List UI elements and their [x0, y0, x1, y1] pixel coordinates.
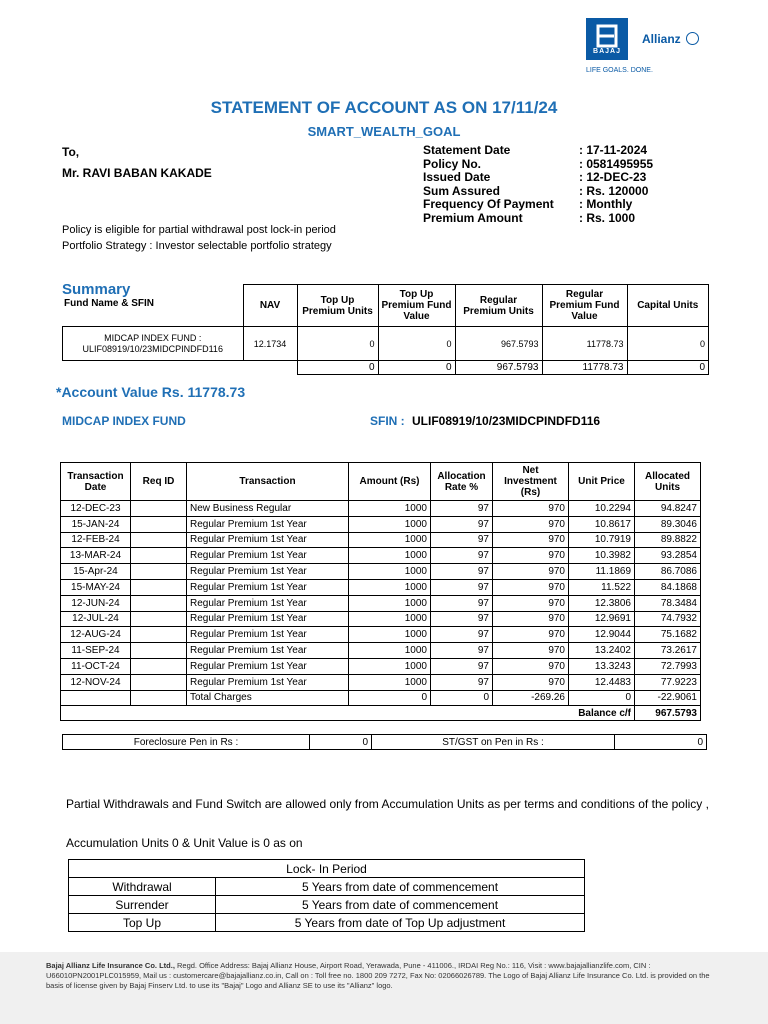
foreclosure-label: Foreclosure Pen in Rs : — [63, 735, 310, 750]
transaction-row — [61, 627, 701, 643]
summary-nav-value: 12.1734 — [243, 327, 297, 361]
balance-value: 967.5793 — [635, 706, 701, 721]
balance-row — [61, 706, 701, 721]
policy-info-row — [423, 171, 653, 185]
col-allocated-units: Allocated Units — [635, 463, 701, 501]
tx-req-id — [131, 548, 187, 564]
tx-date — [61, 690, 131, 706]
lockin-surrender-label: Surrender — [69, 896, 216, 914]
transaction-row — [61, 501, 701, 517]
tx-net-investment: 970 — [493, 564, 569, 580]
tx-allocated-units: 72.7993 — [635, 658, 701, 674]
tx-allocated-units: 74.7932 — [635, 611, 701, 627]
tx-allocation-rate: 97 — [431, 627, 493, 643]
footer-text-block — [46, 961, 722, 991]
transaction-row — [61, 690, 701, 706]
summary-header-regular-value: Regular Premium Fund Value — [542, 285, 627, 327]
lockin-row — [69, 896, 585, 914]
tx-description: Regular Premium 1st Year — [187, 548, 349, 564]
summary-total-spacer — [243, 361, 297, 375]
tx-allocation-rate: 0 — [431, 690, 493, 706]
tx-amount: 1000 — [349, 579, 431, 595]
tx-description: Regular Premium 1st Year — [187, 674, 349, 690]
issued-date-label: Issued Date — [423, 170, 491, 184]
bajaj-logo — [586, 18, 628, 60]
lockin-topup-value: 5 Years from date of Top Up adjustment — [216, 914, 585, 932]
summary-topup-units-value: 0 — [297, 327, 378, 361]
account-value: *Account Value Rs. 11778.73 — [56, 384, 246, 400]
tx-date: 11-SEP-24 — [61, 643, 131, 659]
premium-amount-label: Premium Amount — [423, 210, 523, 225]
summary-total-spacer — [63, 361, 244, 375]
tx-req-id — [131, 690, 187, 706]
tx-net-investment: 970 — [493, 611, 569, 627]
gst-label: ST/GST on Pen in Rs : — [372, 735, 615, 750]
statement-date-value: : 17-11-2024 — [579, 143, 648, 157]
tx-allocated-units: 94.8247 — [635, 501, 701, 517]
tx-allocation-rate: 97 — [431, 564, 493, 580]
tx-amount: 1000 — [349, 674, 431, 690]
tx-amount: 1000 — [349, 595, 431, 611]
tx-allocation-rate: 97 — [431, 501, 493, 517]
transactions-header-row — [61, 463, 701, 501]
transaction-row — [61, 532, 701, 548]
footer — [0, 952, 768, 1024]
transactions-table — [60, 462, 701, 721]
foreclosure-value: 0 — [310, 735, 372, 750]
tx-date: 12-JUN-24 — [61, 595, 131, 611]
summary-title: Summary — [62, 281, 131, 298]
summary-topup-value-value: 0 — [378, 327, 455, 361]
brand-tagline: LIFE GOALS. DONE. — [586, 67, 653, 74]
lockin-table — [68, 859, 585, 932]
portfolio-strategy-note: Portfolio Strategy : Investor selectable portfolio strategy — [62, 240, 332, 252]
tx-date: 12-NOV-24 — [61, 674, 131, 690]
tx-unit-price: 10.3982 — [569, 548, 635, 564]
tx-description: New Business Regular — [187, 501, 349, 517]
footer-company-name: Bajaj Allianz Life Insurance Co. Ltd., — [46, 961, 175, 970]
tx-net-investment: 970 — [493, 548, 569, 564]
tx-req-id — [131, 579, 187, 595]
policy-info-row — [423, 198, 653, 212]
lockin-title-row — [69, 860, 585, 878]
logo-short-text: BAJAJ — [593, 48, 621, 55]
tx-amount: 1000 — [349, 611, 431, 627]
tx-net-investment: 970 — [493, 516, 569, 532]
summary-header-row — [63, 285, 709, 327]
summary-capital-units-value: 0 — [627, 327, 709, 361]
tx-unit-price: 12.4483 — [569, 674, 635, 690]
frequency-value: : Monthly — [579, 197, 633, 211]
accumulation-note: Accumulation Units 0 & Unit Value is 0 as on — [66, 836, 303, 850]
lockin-topup-label: Top Up — [69, 914, 216, 932]
transaction-row — [61, 516, 701, 532]
tx-unit-price: 12.9691 — [569, 611, 635, 627]
tx-allocated-units: 75.1682 — [635, 627, 701, 643]
tx-date: 12-DEC-23 — [61, 501, 131, 517]
tx-req-id — [131, 564, 187, 580]
tx-unit-price: 11.522 — [569, 579, 635, 595]
tx-allocation-rate: 97 — [431, 643, 493, 659]
tx-amount: 1000 — [349, 501, 431, 517]
statement-date-label: Statement Date — [423, 143, 511, 157]
fund-name: MIDCAP INDEX FUND — [62, 414, 186, 428]
tx-req-id — [131, 611, 187, 627]
sfin-label: SFIN : — [370, 414, 405, 428]
tx-amount: 1000 — [349, 627, 431, 643]
tx-req-id — [131, 627, 187, 643]
transaction-row — [61, 674, 701, 690]
transaction-row — [61, 579, 701, 595]
summary-header-topup-units: Top Up Premium Units — [297, 285, 378, 327]
col-net-investment: Net Investment (Rs) — [493, 463, 569, 501]
summary-fund-row — [63, 327, 709, 361]
transaction-row — [61, 548, 701, 564]
premium-amount-value: : Rs. 1000 — [579, 210, 636, 225]
col-req-id: Req ID — [131, 463, 187, 501]
tx-allocation-rate: 97 — [431, 532, 493, 548]
tx-amount: 1000 — [349, 658, 431, 674]
tx-net-investment: 970 — [493, 658, 569, 674]
policy-info — [423, 144, 653, 225]
footer-legal-text: Regd. Office Address: Bajaj Allianz House, Airport Road, Yerawada, Pune - 411006., IRDAI Reg No.: 116, Visit : www.bajajallianzlife.com, CIN : U66010PN2001PLC015959, Mail us : customercare@bajajallianz.co.in, Call on : Toll free no. 1800 209 7272, Fax No: 02066026789. The Logo of Bajaj Allianz Life Insurance Co. Ltd. is provided on the basis of license given by Bajaj Finserv Ltd. to use its "Bajaj" Logo and Allianz SE to use its "Allianz" logo. — [46, 961, 710, 990]
tx-net-investment: 970 — [493, 627, 569, 643]
penalty-row — [63, 735, 707, 750]
tx-unit-price: 13.3243 — [569, 658, 635, 674]
tx-date: 12-FEB-24 — [61, 532, 131, 548]
tx-date: 11-OCT-24 — [61, 658, 131, 674]
tx-req-id — [131, 501, 187, 517]
policy-notes — [62, 222, 336, 254]
tx-description: Regular Premium 1st Year — [187, 532, 349, 548]
col-amount: Amount (Rs) — [349, 463, 431, 501]
tx-req-id — [131, 595, 187, 611]
tx-description: Regular Premium 1st Year — [187, 611, 349, 627]
issued-date-value: : 12-DEC-23 — [579, 170, 647, 184]
tx-net-investment: 970 — [493, 579, 569, 595]
summary-total-capital-units: 0 — [627, 361, 709, 375]
policy-info-row — [423, 185, 653, 199]
tx-amount: 1000 — [349, 643, 431, 659]
summary-total-row — [63, 361, 709, 375]
lockin-title: Lock- In Period — [69, 860, 585, 878]
tx-amount: 0 — [349, 690, 431, 706]
summary-header-capital-units: Capital Units — [627, 285, 709, 327]
sfin-value: ULIF08919/10/23MIDCPINDFD116 — [412, 414, 601, 428]
tx-amount: 1000 — [349, 548, 431, 564]
tx-description: Regular Premium 1st Year — [187, 564, 349, 580]
transaction-row — [61, 564, 701, 580]
col-unit-price: Unit Price — [569, 463, 635, 501]
tx-amount: 1000 — [349, 564, 431, 580]
tx-date: 15-Apr-24 — [61, 564, 131, 580]
tx-description: Regular Premium 1st Year — [187, 627, 349, 643]
tx-net-investment: 970 — [493, 532, 569, 548]
allianz-logo-text: Allianz — [642, 32, 681, 46]
tx-description: Regular Premium 1st Year — [187, 516, 349, 532]
tx-allocated-units: 89.3046 — [635, 516, 701, 532]
tx-allocation-rate: 97 — [431, 548, 493, 564]
tx-allocated-units: 78.3484 — [635, 595, 701, 611]
transaction-row — [61, 611, 701, 627]
policy-info-row — [423, 144, 653, 158]
summary-header-cell-empty — [63, 285, 244, 327]
transaction-row — [61, 595, 701, 611]
tx-net-investment: 970 — [493, 674, 569, 690]
penalty-table — [62, 734, 707, 750]
tx-date: 13-MAR-24 — [61, 548, 131, 564]
sum-assured-label: Sum Assured — [423, 183, 500, 198]
tx-description: Regular Premium 1st Year — [187, 658, 349, 674]
summary-regular-value-value: 11778.73 — [542, 327, 627, 361]
to-label: To, — [62, 145, 80, 159]
tx-req-id — [131, 516, 187, 532]
lockin-withdrawal-value: 5 Years from date of commencement — [216, 878, 585, 896]
tx-req-id — [131, 532, 187, 548]
tx-amount: 1000 — [349, 532, 431, 548]
summary-total-topup-units: 0 — [297, 361, 378, 375]
tx-allocated-units: 93.2854 — [635, 548, 701, 564]
lockin-row — [69, 878, 585, 896]
tx-req-id — [131, 643, 187, 659]
summary-header-topup-value: Top Up Premium Fund Value — [378, 285, 455, 327]
tx-unit-price: 12.3806 — [569, 595, 635, 611]
tx-date: 15-MAY-24 — [61, 579, 131, 595]
tx-net-investment: -269.26 — [493, 690, 569, 706]
summary-total-regular-units: 967.5793 — [455, 361, 542, 375]
tx-date: 12-AUG-24 — [61, 627, 131, 643]
summary-header-nav: NAV — [243, 285, 297, 327]
summary-regular-units-value: 967.5793 — [455, 327, 542, 361]
tx-unit-price: 0 — [569, 690, 635, 706]
tx-allocated-units: 77.9223 — [635, 674, 701, 690]
summary-fund-cell — [63, 327, 244, 361]
tx-allocated-units: -22.9061 — [635, 690, 701, 706]
balance-label: Balance c/f — [61, 706, 635, 721]
tx-unit-price: 10.7919 — [569, 532, 635, 548]
tx-unit-price: 11.1869 — [569, 564, 635, 580]
tx-req-id — [131, 674, 187, 690]
col-allocation-rate: Allocation Rate % — [431, 463, 493, 501]
tx-allocation-rate: 97 — [431, 595, 493, 611]
summary-fund-sfin: ULIF08919/10/23MIDCPINDFD116 — [82, 343, 223, 354]
transactions-body — [61, 501, 701, 706]
tx-description: Regular Premium 1st Year — [187, 595, 349, 611]
policy-info-row — [423, 212, 653, 226]
tx-description: Regular Premium 1st Year — [187, 643, 349, 659]
summary-fund-header: Fund Name & SFIN — [64, 298, 155, 309]
sum-assured-value: : Rs. 120000 — [579, 183, 649, 198]
tx-allocated-units: 86.7086 — [635, 564, 701, 580]
addressee-name: Mr. RAVI BABAN KAKADE — [62, 166, 212, 180]
tx-req-id — [131, 658, 187, 674]
tx-date: 12-JUL-24 — [61, 611, 131, 627]
tx-allocation-rate: 97 — [431, 611, 493, 627]
tx-net-investment: 970 — [493, 595, 569, 611]
col-transaction-date: Transaction Date — [61, 463, 131, 501]
policy-no-value: : 0581495955 — [579, 156, 654, 171]
tx-unit-price: 13.2402 — [569, 643, 635, 659]
summary-table — [62, 284, 709, 375]
tx-allocated-units: 84.1868 — [635, 579, 701, 595]
tx-net-investment: 970 — [493, 643, 569, 659]
tx-unit-price: 10.8617 — [569, 516, 635, 532]
product-name: SMART_WEALTH_GOAL — [307, 124, 461, 139]
withdrawal-eligibility-note: Policy is eligible for partial withdrawal post lock-in period — [62, 224, 336, 236]
summary-header-regular-units: Regular Premium Units — [455, 285, 542, 327]
transaction-row — [61, 643, 701, 659]
tx-description: Total Charges — [187, 690, 349, 706]
tx-allocation-rate: 97 — [431, 579, 493, 595]
lockin-surrender-value: 5 Years from date of commencement — [216, 896, 585, 914]
tx-amount: 1000 — [349, 516, 431, 532]
policy-info-row — [423, 158, 653, 172]
allianz-eagle-icon — [686, 32, 699, 45]
page-title: STATEMENT OF ACCOUNT AS ON 17/11/24 — [210, 98, 558, 117]
partial-withdrawal-note: Partial Withdrawals and Fund Switch are allowed only from Accumulation Units as per terms and conditions of the policy , — [66, 797, 709, 811]
tx-allocated-units: 73.2617 — [635, 643, 701, 659]
summary-total-regular-value: 11778.73 — [542, 361, 627, 375]
tx-unit-price: 12.9044 — [569, 627, 635, 643]
policy-no-label: Policy No. — [423, 156, 482, 171]
tx-allocation-rate: 97 — [431, 516, 493, 532]
tx-allocation-rate: 97 — [431, 658, 493, 674]
frequency-label: Frequency Of Payment — [423, 197, 554, 211]
tx-allocation-rate: 97 — [431, 674, 493, 690]
col-transaction: Transaction — [187, 463, 349, 501]
tx-unit-price: 10.2294 — [569, 501, 635, 517]
transaction-row — [61, 658, 701, 674]
summary-total-topup-value: 0 — [378, 361, 455, 375]
tx-net-investment: 970 — [493, 501, 569, 517]
lockin-withdrawal-label: Withdrawal — [69, 878, 216, 896]
tx-allocated-units: 89.8822 — [635, 532, 701, 548]
gst-value: 0 — [615, 735, 707, 750]
summary-fund-name: MIDCAP INDEX FUND : — [104, 332, 202, 343]
tx-date: 15-JAN-24 — [61, 516, 131, 532]
tx-description: Regular Premium 1st Year — [187, 579, 349, 595]
lockin-row — [69, 914, 585, 932]
